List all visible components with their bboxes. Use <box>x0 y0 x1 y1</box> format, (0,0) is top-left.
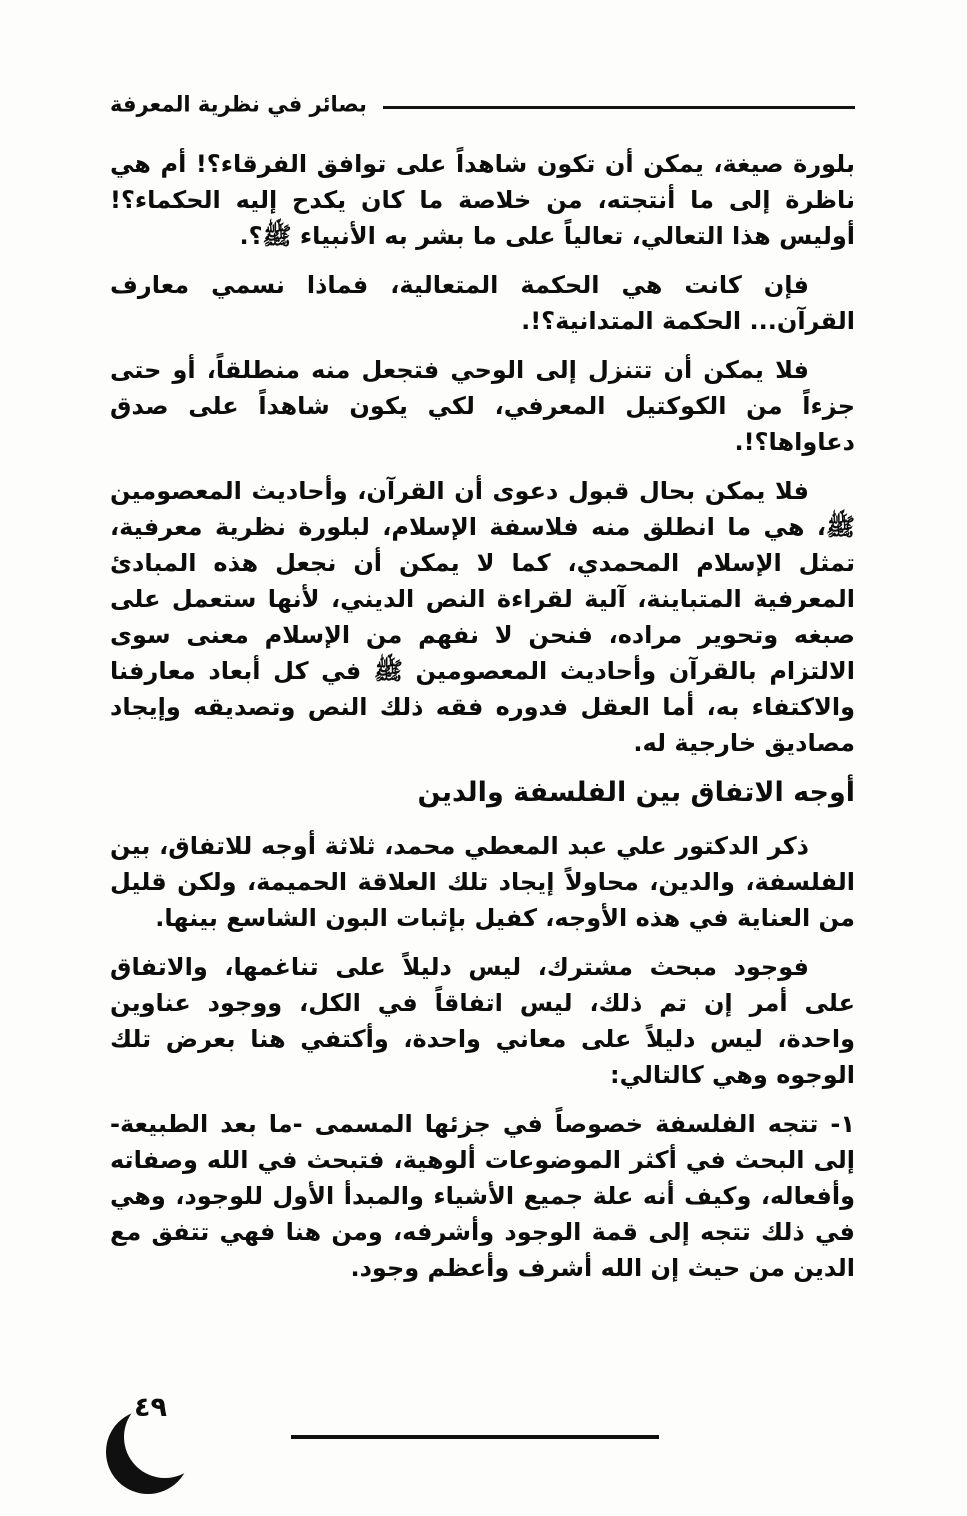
body-paragraph: فلا يمكن بحال قبول دعوى أن القرآن، وأحاديث المعصومين ﷺ، هي ما انطلق منه فلاسفة الإسلام، لبلورة نظرية معرفية، تمثل الإسلام المحمدي، كما لا يمكن أن نجعل هذه المبادئ المعرفية المتباينة، آلية لقراءة النص الديني، لأنها ستعمل على صبغه وتحوير مراده، فنحن لا نفهم من الإسلام معنى سوى الالتزام بالقرآن وأحاديث المعصومين ﷺ في كل أبعاد معارفنا والاكتفاء به، أما العقل فدوره فقه ذلك النص وتصديقه وإيجاد مصاديق خارجية له. <box>110 477 855 757</box>
body-paragraph: فلا يمكن أن تتنزل إلى الوحي فتجعل منه منطلقاً، أو حتى جزءاً من الكوكتيل المعرفي، لكي يكون شاهداً على صدق دعاواها؟!. <box>110 356 855 456</box>
section-heading: أوجه الاتفاق بين الفلسفة والدين <box>417 777 855 808</box>
page-content <box>110 92 855 1299</box>
body-paragraph: بلورة صيغة، يمكن أن تكون شاهداً على توافق الفرقاء؟! أم هي ناظرة إلى ما أنتجته، من خلاصة ما كان يكدح إليه الحكماء؟! أوليس هذا التعالي، تعالياً على ما بشر به الأنبياء ﷺ؟. <box>110 150 855 250</box>
body-paragraph: فوجود مبحث مشترك، ليس دليلاً على تناغمها، والاتفاق على أمر إن تم ذلك، ليس اتفاقاً في الكل، ووجود عناوين واحدة، ليس دليلاً على معاني واحدة، وأكتفي هنا بعرض تلك الوجوه وهي كالتالي: <box>110 953 855 1089</box>
page-number-ornament <box>104 1394 198 1498</box>
footer-rule <box>291 1435 659 1439</box>
header-rule <box>383 106 855 109</box>
numbered-list-item: ١- تتجه الفلسفة خصوصاً في جزئها المسمى -ما بعد الطبيعة- إلى البحث في أكثر الموضوعات ألوهية، فتبحث في الله وصفاته وأفعاله، وكيف أنه علة جميع الأشياء والمبدأ الأول للوجود، وهي في ذلك تتجه إلى قمة الوجود وأشرفه، ومن هنا فهي تتفق مع الدين من حيث إن الله أشرف وأعظم وجود. <box>110 1110 855 1282</box>
page-number: ٤٩ <box>134 1392 167 1423</box>
running-head <box>110 92 855 116</box>
book-title: بصائر في نظرية المعرفة <box>110 91 367 117</box>
body-paragraph: فإن كانت هي الحكمة المتعالية، فماذا نسمي معارف القرآن... الحكمة المتدانية؟!. <box>110 271 855 335</box>
body-paragraph: ذكر الدكتور علي عبد المعطي محمد، ثلاثة أوجه للاتفاق، بين الفلسفة، والدين، محاولاً إيجاد تلك العلاقة الحميمة، ولكن قليل من العناية في هذه الأوجه، كفيل بإثبات البون الشاسع بينها. <box>110 832 855 932</box>
